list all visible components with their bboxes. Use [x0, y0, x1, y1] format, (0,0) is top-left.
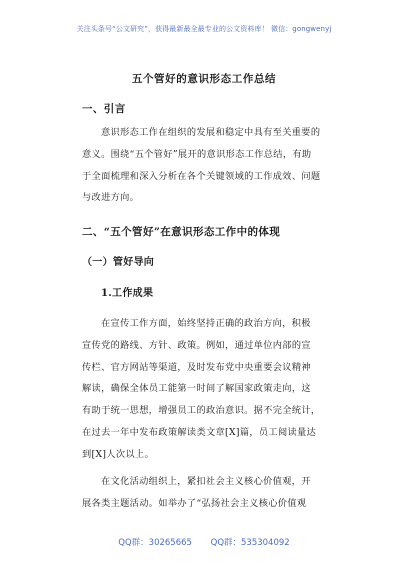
paragraph-line: 到[X]人次以上。 — [82, 448, 154, 460]
paragraph-line: 与改进方向。 — [82, 192, 140, 204]
paragraph-line: 意识形态工作在组织的发展和稳定中具有至关重要的 — [101, 127, 321, 138]
header-banner: 关注头条号“公文研究”，获得最新最全最专业的公文资料库！ 微信：gongwenyj — [76, 25, 332, 33]
footer-qq-group-2: QQ群：535304092 — [210, 538, 290, 548]
paragraph-line: 于全面梳理和深入分析在各个关键领域的工作成效、问题 — [82, 170, 321, 182]
paragraph-line: 在文化活动组织上，紧扣社会主义核心价值观，开 — [101, 476, 311, 487]
paragraph-line: 宣传党的路线、方针、政策。例如，通过单位内部的宣 — [82, 339, 311, 351]
intro-paragraph — [82, 122, 332, 209]
footer-qq-group-1: QQ群：30265665 — [118, 538, 192, 548]
document-title: 五个管好的意识形态工作总结 — [131, 73, 277, 85]
section-heading-intro: 一、引言 — [82, 103, 126, 115]
footer — [0, 536, 408, 548]
paragraph-line: 意义。围绕“五个管好”展开的意识形态工作总结，有助 — [82, 148, 312, 160]
section-heading-five-manages: 二、“五个管好”在意识形态工作中的体现 — [82, 226, 281, 238]
culture-paragraph — [82, 471, 332, 515]
results-paragraph — [82, 313, 332, 466]
item-heading-results: 1.工作成果 — [101, 288, 154, 299]
paragraph-line: 展各类主题活动。如举办了“弘扬社会主义核心价值观 — [82, 497, 307, 509]
subsection-heading-guidance: （一）管好导向 — [82, 257, 155, 268]
paragraph-line: 在宣传工作方面，始终坚持正确的政治方向，积极 — [101, 318, 311, 329]
paragraph-line: 解读，确保全体员工能第一时间了解国家政策走向，这 — [82, 383, 311, 395]
paragraph-line: 有助于统一思想，增强员工的政治意识。据不完全统计， — [82, 405, 321, 417]
paragraph-line: 在过去一年中发布政策解读类文章[X]篇，员工阅读量达 — [82, 426, 317, 438]
paragraph-line: 传栏、官方网站等渠道，及时发布党中央重要会议精神 — [82, 361, 311, 373]
